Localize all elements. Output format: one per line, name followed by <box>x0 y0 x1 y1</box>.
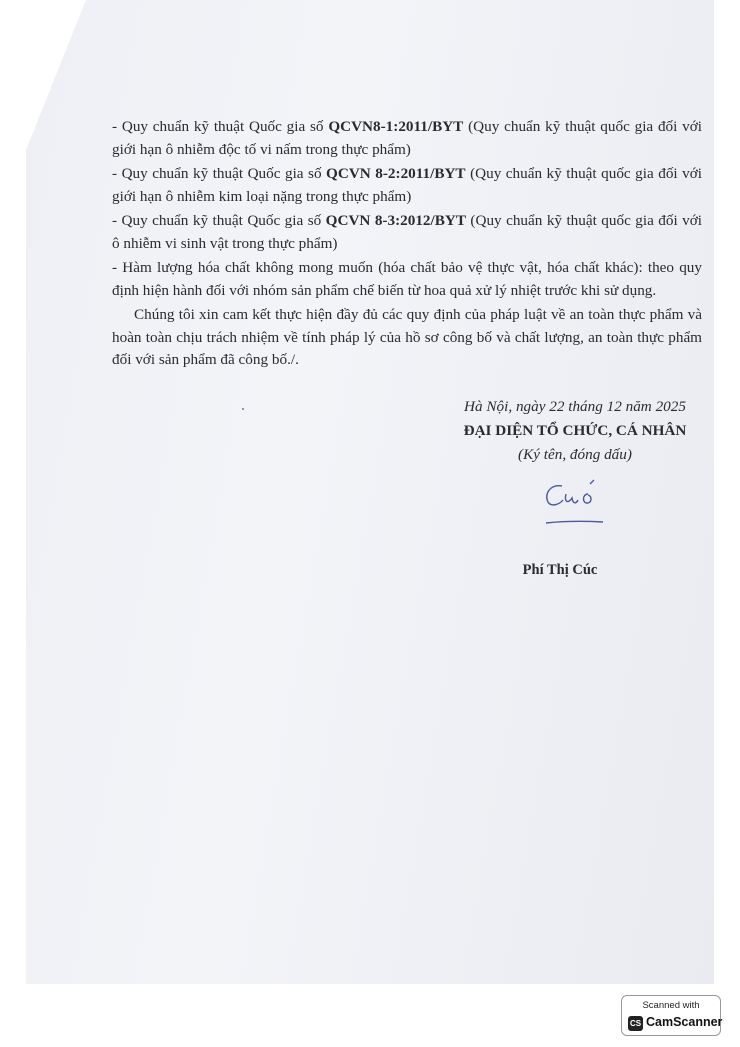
regulation-item-1 <box>112 116 702 161</box>
speck <box>242 408 244 410</box>
sign-instruction: (Ký tên, đóng dấu) <box>518 446 632 463</box>
camscanner-logo-icon: CS <box>628 1016 643 1031</box>
camscanner-badge <box>621 995 721 1036</box>
document-body <box>112 116 702 374</box>
regulation-prefix: - Quy chuẩn kỹ thuật Quốc gia số <box>112 212 326 229</box>
regulation-item-3 <box>112 210 702 255</box>
regulation-code: QCVN 8-3:2012/BYT <box>325 212 466 229</box>
regulation-prefix: - Quy chuẩn kỹ thuật Quốc gia số <box>112 118 329 135</box>
badge-app-name: CamScanner <box>646 1015 723 1029</box>
commitment-paragraph: Chúng tôi xin cam kết thực hiện đầy đủ các quy định của pháp luật về an toàn thực phẩm và hoàn toàn chịu trách nhiệm về tính pháp lý của hồ sơ công bố và chất lượng, an toàn thực phẩm đối với sản phẩm đã công bố./. <box>112 306 702 368</box>
chemical-requirement <box>112 257 702 302</box>
badge-caption: Scanned with <box>642 1000 700 1011</box>
regulation-prefix: - Quy chuẩn kỹ thuật Quốc gia số <box>112 165 327 182</box>
regulation-desc: (Quy chuẩn kỹ thuật quốc gia đối với giới hạn ô nhiễm kim loại nặng trong thực phẩm) <box>112 165 702 205</box>
regulation-desc: (Quy chuẩn kỹ thuật quốc gia đối với giới hạn ô nhiễm độc tố vi nấm trong thực phẩm) <box>112 118 702 158</box>
date-line: Hà Nội, ngày 22 tháng 12 năm 2025 <box>464 398 686 415</box>
regulation-code: QCVN8-1:2011/BYT <box>328 118 464 135</box>
regulation-code: QCVN 8-2:2011/BYT <box>326 165 466 182</box>
signature-block <box>440 395 710 467</box>
handwritten-signature <box>510 478 620 534</box>
page-fold-corner <box>26 0 86 150</box>
regulation-item-2 <box>112 163 702 208</box>
organization-representative: ĐẠI DIỆN TỔ CHỨC, CÁ NHÂN <box>463 422 687 439</box>
signer-name: Phí Thị Cúc <box>522 562 598 578</box>
regulation-desc: (Quy chuẩn kỹ thuật quốc gia đối với ô nhiễm vi sinh vật trong thực phẩm) <box>112 212 702 252</box>
requirement-text: - Hàm lượng hóa chất không mong muốn (hóa chất bảo vệ thực vật, hóa chất khác): theo quy định hiện hành đối với nhóm sản phẩm chế biến từ hoa quả xử lý nhiệt trước khi sử dụng. <box>112 259 702 299</box>
